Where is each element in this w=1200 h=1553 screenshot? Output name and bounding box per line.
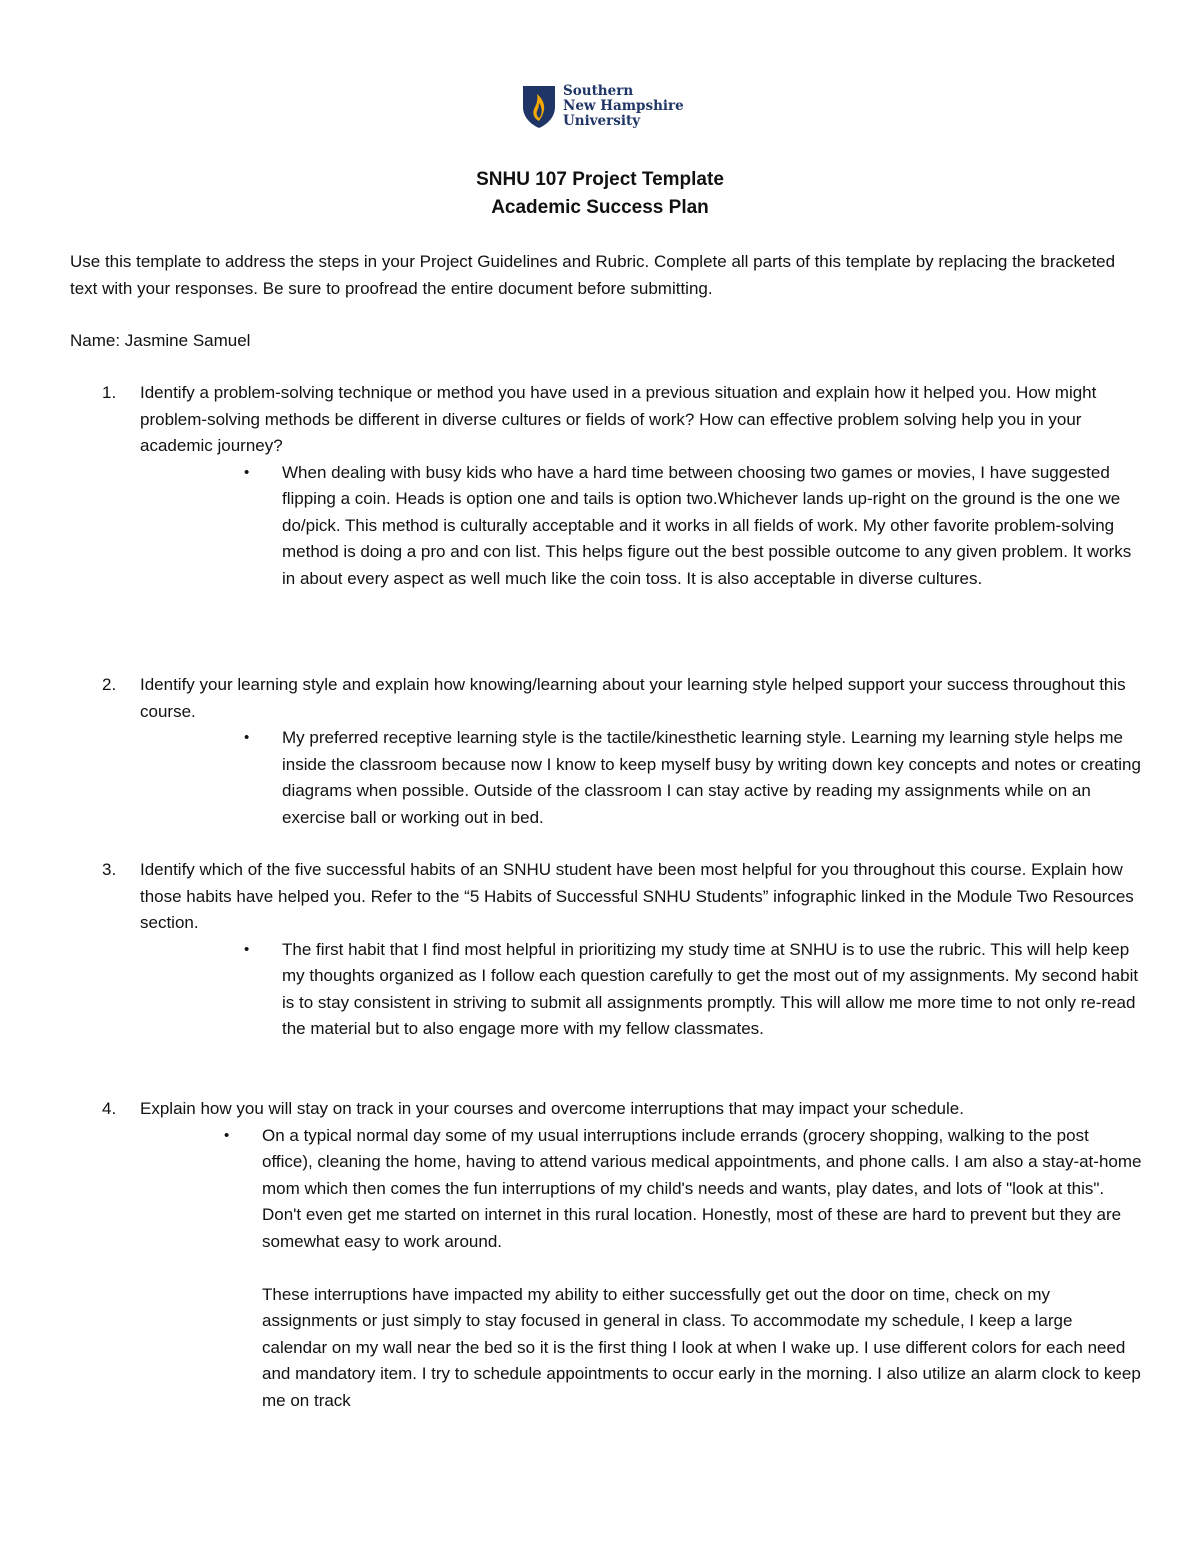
document-subtitle: Academic Success Plan: [491, 197, 709, 218]
answer-text: My preferred receptive learning style is the tactile/kinesthetic learning style. Learning my learning style helps me inside the classroom because now I know to keep myself busy by writing down key concepts and notes or creating diagrams when possible. Outside of the classroom I can stay active by reading my assignments while on an exercise ball or working out in bed.: [282, 728, 1141, 827]
bullet-icon: •: [244, 729, 250, 746]
list-item-1: [102, 380, 1142, 592]
logo-line-1: Southern: [563, 83, 634, 99]
item-number: 2.: [102, 675, 117, 694]
item-number: 4.: [102, 1099, 117, 1118]
logo-line-2: New Hampshire: [563, 98, 684, 114]
item-question: Explain how you will stay on track in your courses and overcome interruptions that may impact your schedule.: [140, 1099, 964, 1118]
answer-text-continued: These interruptions have impacted my ability to either successfully get out the door on time, check on my assignments or just simply to stay focused in general in class. To accommodate my schedule, I keep a large calendar on my wall near the bed so it is the first thing I look at when I wake up. I use different colors for each need and mandatory item. I try to schedule appointments to occur early in the morning. I also utilize an alarm clock to keep me on track: [262, 1284, 1141, 1410]
item-answer: [244, 937, 1142, 1043]
item-question: Identify a problem-solving technique or method you have used in a previous situation and explain how it helped you. How might problem-solving methods be different in diverse cultures or fields of work? How can effective problem solving help you in your academic journey?: [140, 383, 1097, 455]
item-question: Identify your learning style and explain how knowing/learning about your learning style helped support your success throughout this course.: [140, 675, 1126, 721]
item-answer: [224, 1123, 1142, 1415]
item-number: 3.: [102, 860, 117, 879]
item-answer: [244, 725, 1142, 831]
university-logo: [522, 84, 684, 129]
list-item-2: [102, 672, 1142, 831]
student-name: Name: Jasmine Samuel: [70, 331, 251, 350]
bullet-icon: •: [244, 463, 250, 481]
logo-wordmark: [563, 84, 684, 129]
bullet-icon: •: [224, 1126, 230, 1144]
logo-line-3: University: [563, 113, 641, 129]
list-item-3: [102, 857, 1142, 1043]
answer-text: On a typical normal day some of my usual interruptions include errands (grocery shopping, walking to the post office), cleaning the home, having to attend various medical appointments, and phone calls. I am also a stay-at-home mom which then comes the fun interruptions of my child's needs and wants, play dates, and lots of "look at this". Don't even get me started on internet in this rural location. Honestly, most of these are hard to prevent but they are somewhat easy to work around.: [262, 1125, 1142, 1251]
document-title: SNHU 107 Project Template: [476, 169, 724, 190]
shield-flame-icon: [522, 85, 556, 129]
item-question: Identify which of the five successful habits of an SNHU student have been most helpful for you throughout this course. Explain how those habits have helped you. Refer to the “5 Habits of Successful SNHU Students” infographic linked in the Module Two Resources section.: [140, 860, 1134, 932]
bullet-icon: •: [244, 940, 250, 958]
answer-text: The first habit that I find most helpful in prioritizing my study time at SNHU is to use the rubric. This will help keep my thoughts organized as I follow each question carefully to get the most out of my assignments. My second habit is to stay consistent in striving to submit all assignments promptly. This will allow me more time to not only re-read the material but to also engage more with my fellow classmates.: [282, 939, 1139, 1038]
item-answer: [244, 460, 1142, 593]
answer-text: When dealing with busy kids who have a hard time between choosing two games or movies, I have suggested flipping a coin. Heads is option one and tails is option two.Whichever lands up-right on the ground is the one we do/pick. This method is culturally acceptable and it works in all fields of work. My other favorite problem-solving method is doing a pro and con list. This helps figure out the best possible outcome to any given problem. It works in about every aspect as well much like the coin toss. It is also acceptable in diverse cultures.: [282, 462, 1132, 588]
intro-paragraph: Use this template to address the steps in your Project Guidelines and Rubric. Complete all parts of this template by replacing the bracketed text with your responses. Be sure to proofread the entire document before submitting.: [70, 252, 1116, 298]
item-number: 1.: [102, 383, 117, 402]
list-item-4: [102, 1096, 1142, 1414]
